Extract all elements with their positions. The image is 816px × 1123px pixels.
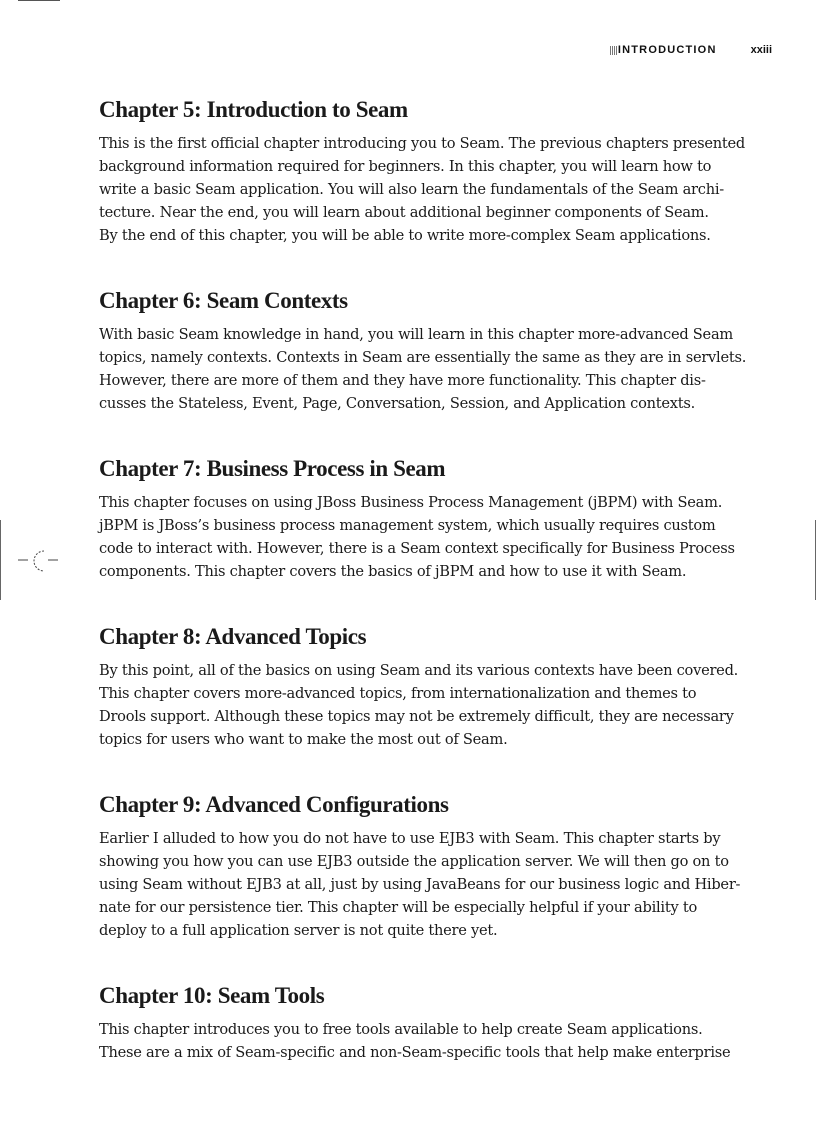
text-line: components. This chapter covers the basics of jBPM and how to use it with Seam. (99, 563, 687, 580)
text-line: showing you how you can use EJB3 outside the application server. We will then go on to (99, 853, 729, 870)
text-line: With basic Seam knowledge in hand, you will learn in this chapter more-advanced Seam (99, 326, 733, 343)
chapter-description (99, 1018, 739, 1064)
chapter-description (99, 491, 739, 583)
text-line: code to interact with. However, there is a Seam context specifically for Business Process (99, 540, 735, 557)
text-line: write a basic Seam application. You will also learn the fundamentals of the Seam archi- (99, 181, 724, 198)
text-line: deploy to a full application server is not quite there yet. (99, 922, 498, 939)
text-line: This is the first official chapter introducing you to Seam. The previous chapters presented (99, 135, 745, 152)
text-line: These are a mix of Seam-specific and non-Seam-specific tools that help make enterprise (99, 1044, 731, 1061)
text-line: nate for our persistence tier. This chapter will be especially helpful if your ability to (99, 899, 697, 916)
chapter-heading: Chapter 8: Advanced Topics (99, 624, 367, 649)
chapter-description (99, 132, 745, 247)
chapter-heading: Chapter 9: Advanced Configurations (99, 792, 449, 817)
text-line: By this point, all of the basics on using Seam and its various contexts have been covered. (99, 662, 739, 679)
chapter-section-7 (99, 455, 739, 583)
chapter-description (99, 323, 747, 415)
running-head-marker-icon (610, 46, 617, 55)
chapter-section-8 (99, 623, 739, 751)
page-content (99, 96, 747, 1064)
chapter-section-6 (99, 287, 747, 415)
page-number: xxiii (750, 44, 772, 56)
chapter-section-5 (99, 96, 745, 247)
text-line: jBPM is JBoss’s business process management system, which usually requires custom (99, 517, 716, 534)
text-line: This chapter introduces you to free tools available to help create Seam applications. (99, 1021, 703, 1038)
text-line: cusses the Stateless, Event, Page, Conversation, Session, and Application contexts. (99, 395, 696, 412)
text-line: topics for users who want to make the most out of Seam. (99, 731, 508, 748)
text-line: This chapter covers more-advanced topics, from internationalization and themes to (99, 685, 697, 702)
text-line: This chapter focuses on using JBoss Business Process Management (jBPM) with Seam. (99, 494, 723, 511)
chapter-heading: Chapter 7: Business Process in Seam (99, 456, 446, 481)
chapter-section-10 (99, 982, 739, 1064)
text-line: tecture. Near the end, you will learn about additional beginner components of Seam. (99, 204, 709, 221)
crop-mark-left (0, 520, 1, 600)
registration-mark-icon (18, 548, 58, 578)
text-line: topics, namely contexts. Contexts in Seam are essentially the same as they are in servlets. (99, 349, 747, 366)
text-line: Earlier I alluded to how you do not have to use EJB3 with Seam. This chapter starts by (99, 830, 721, 847)
chapter-heading: Chapter 5: Introduction to Seam (99, 97, 408, 122)
text-line: background information required for beginners. In this chapter, you will learn how to (99, 158, 712, 175)
running-head (610, 44, 772, 56)
chapter-heading: Chapter 10: Seam Tools (99, 983, 325, 1008)
text-line: By the end of this chapter, you will be able to write more-complex Seam applications. (99, 227, 711, 244)
chapter-description (99, 827, 739, 942)
chapter-heading: Chapter 6: Seam Contexts (99, 288, 348, 313)
running-head-title: INTRODUCTION (617, 44, 717, 56)
text-line: using Seam without EJB3 at all, just by using JavaBeans for our business logic and Hiber- (99, 876, 741, 893)
crop-mark-top (18, 0, 60, 1)
chapter-section-9 (99, 791, 739, 942)
chapter-description (99, 659, 739, 751)
text-line: Drools support. Although these topics may not be extremely difficult, they are necessary (99, 708, 734, 725)
text-line: However, there are more of them and they have more functionality. This chapter dis- (99, 372, 706, 389)
